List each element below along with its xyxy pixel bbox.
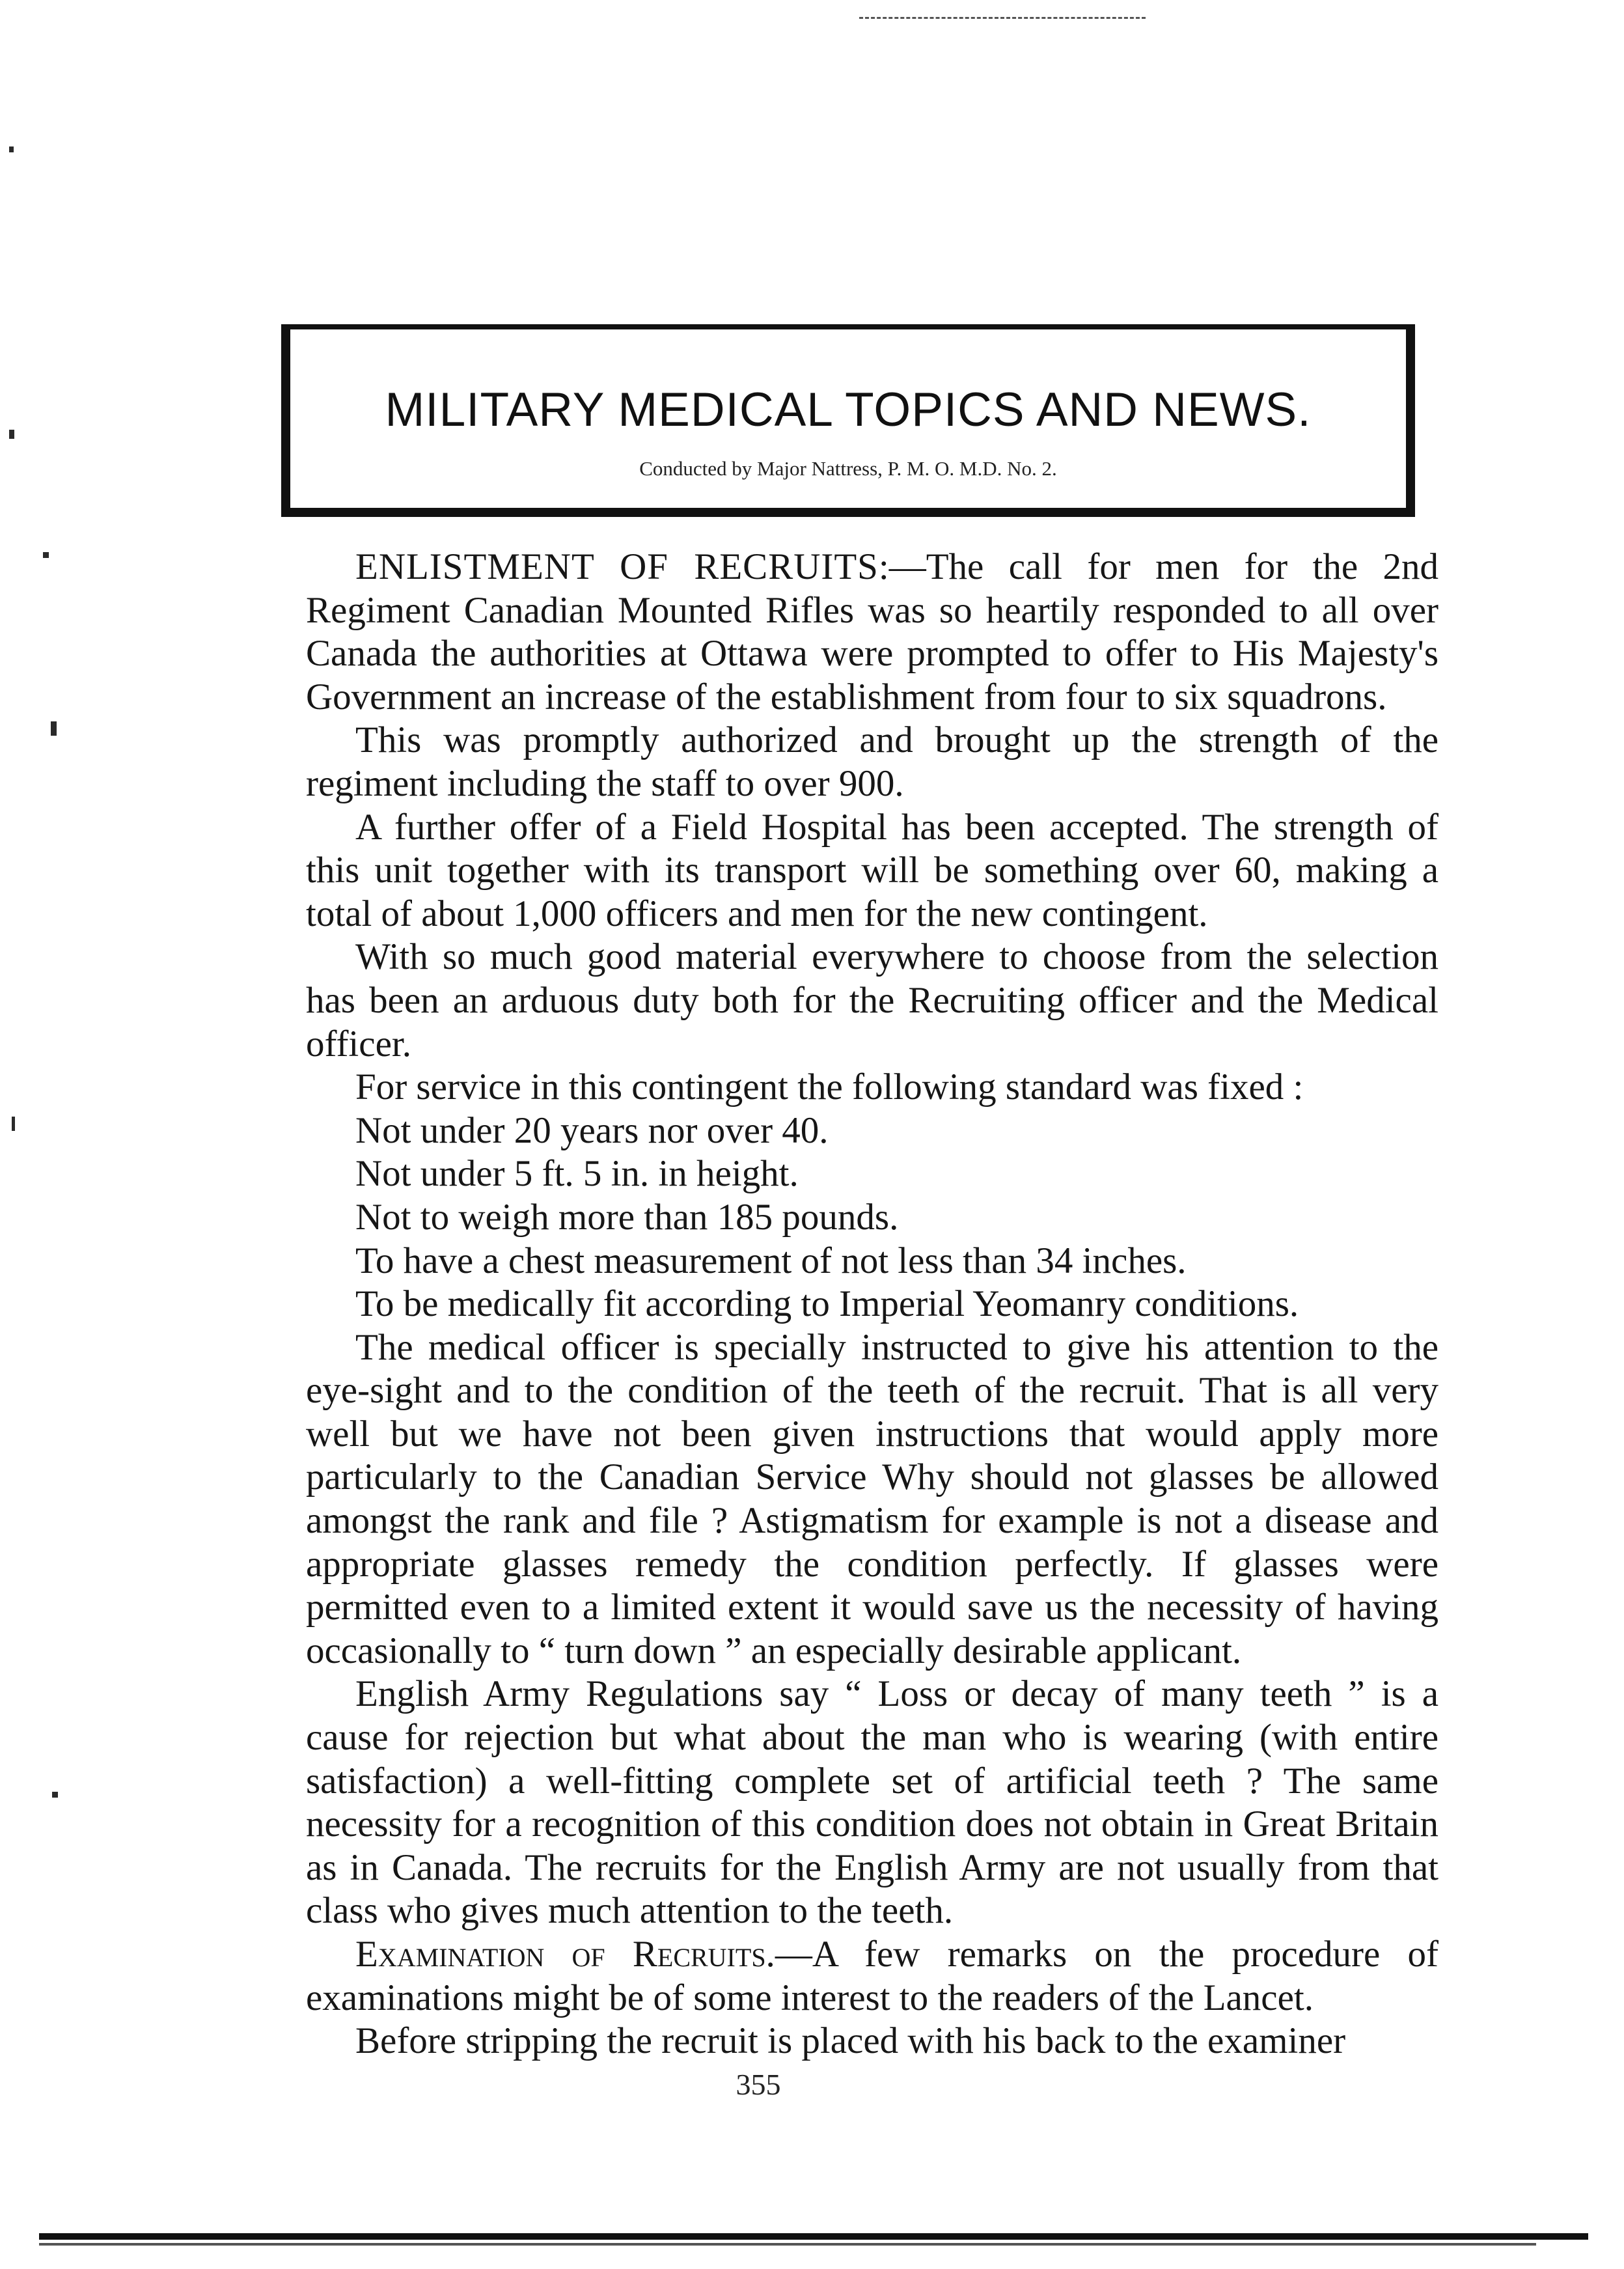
section-heading-examination: Examination of Recruits. — [355, 1934, 775, 1975]
scan-speck — [52, 1792, 58, 1798]
paragraph-text: :—The call for men for the 2nd Regiment Canadian Mounted Rifles was so heartily responded to all over Canada the authorities at Ottawa were prompted to offer to His Majesty's Government an increase of the establishment from four to six squadrons. — [306, 546, 1438, 717]
bottom-scan-rule-thin — [39, 2243, 1536, 2246]
scan-speck — [9, 430, 14, 439]
standard-item: Not under 5 ft. 5 in. in height. — [355, 1153, 799, 1195]
scan-speck — [43, 552, 49, 558]
page-number: 355 — [736, 2068, 781, 2101]
article-body — [306, 546, 1438, 2063]
article-paragraph: Before stripping the recruit is placed with his back to the examiner — [355, 2020, 1346, 2062]
column-header-box — [281, 324, 1415, 517]
article-paragraph: For service in this contingent the following standard was fixed : — [355, 1066, 1304, 1108]
article-paragraph: English Army Regulations say “ Loss or decay of many teeth ” is a cause for rejection but what about the man who is wearing (with entire satisfaction) a well-fitting complete set of artificial teeth ? The same necessity for a recognition of this condition does not obtain in Great Britain as in Canada. The recruits for the English Army are not usually from that class who gives much attention to the teeth. — [306, 1673, 1438, 1932]
article-paragraph: A further offer of a Field Hospital has been accepted. The strength of this unit together with its transport will be something over 60, making a total of about 1,000 officers and men for the new contingent. — [306, 806, 1438, 934]
bottom-scan-rule — [39, 2233, 1588, 2240]
scan-speck — [12, 1117, 15, 1131]
column-title: MILITARY MEDICAL TOPICS AND NEWS. — [385, 383, 1312, 436]
scan-speck — [9, 146, 14, 152]
article-paragraph: The medical officer is specially instructed to give his attention to the eye-sight and to the condition of the teeth of the recruit. That is all very well but we have not been given instructions that would apply more particularly to the Canadian Service Why should not glasses be allowed amongst the rank and file ? Astigmatism for example is not a disease and appropriate glasses remedy the condition perfectly. If glasses were permitted even to a limited extent it would save us the necessity of having occasionally to “ turn down ” an especially desirable applicant. — [306, 1326, 1438, 1671]
article-paragraph — [306, 1933, 1438, 2020]
paragraph-text: —A few remarks on the procedure of examinations might be of some interest to the readers of the Lancet. — [306, 1934, 1438, 2018]
standard-item: Not to weigh more than 185 pounds. — [355, 1196, 899, 1238]
standard-item: To be medically fit according to Imperial Yeomanry conditions. — [355, 1283, 1299, 1325]
standard-item: Not under 20 years nor over 40. — [355, 1109, 829, 1151]
top-scan-rule — [859, 17, 1146, 19]
column-conductor-credit: Conducted by Major Nattress, P. M. O. M.D. No. 2. — [639, 457, 1057, 480]
scan-speck — [51, 721, 57, 736]
section-heading-enlistment: ENLISTMENT OF RECRUITS — [355, 546, 879, 587]
article-paragraph — [306, 546, 1438, 719]
article-paragraph: This was promptly authorized and brought up the strength of the regiment including the staff to over 900. — [306, 719, 1438, 804]
article-paragraph: With so much good material everywhere to choose from the selection has been an arduous duty both for the Recruiting officer and the Medical officer. — [306, 936, 1438, 1065]
standard-item: To have a chest measurement of not less than 34 inches. — [355, 1240, 1187, 1281]
